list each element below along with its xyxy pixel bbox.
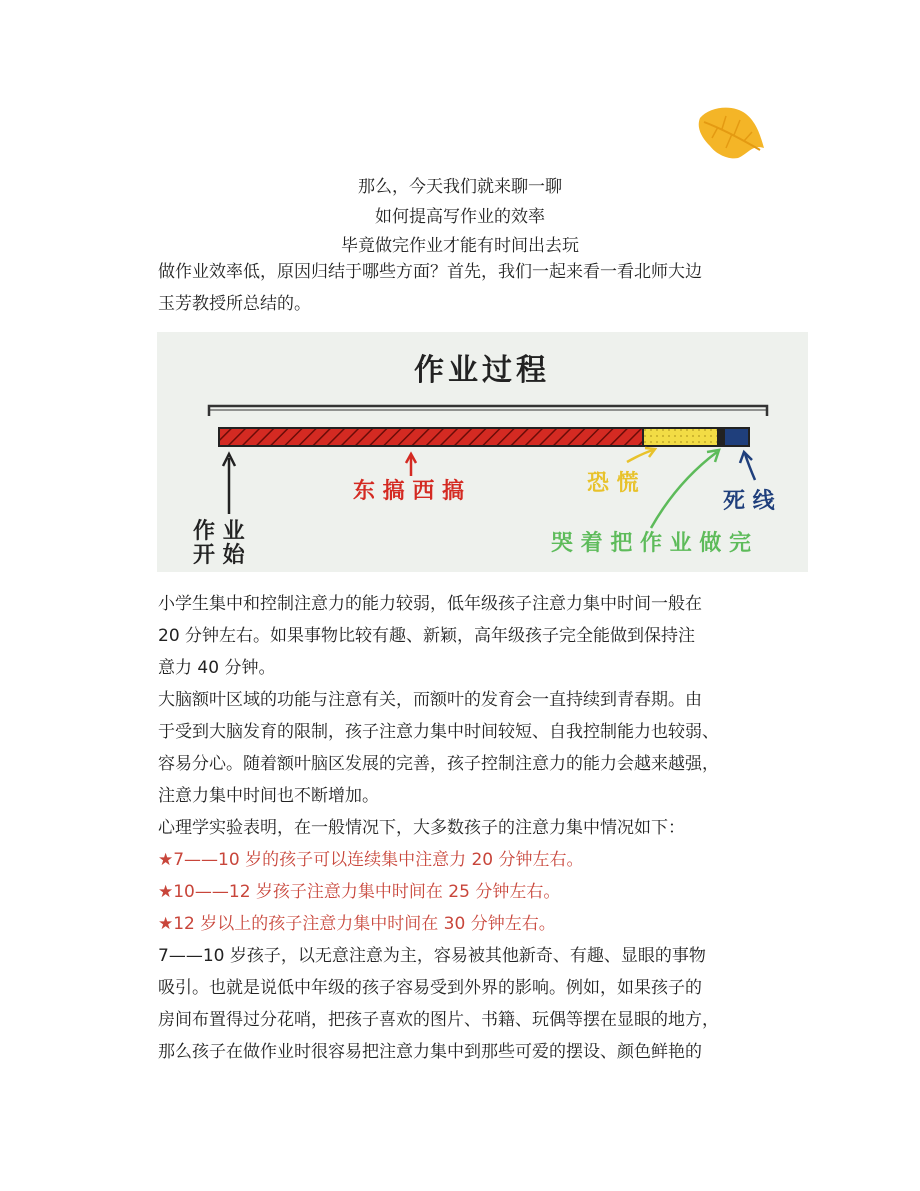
star-item: ★10——12 岁孩子注意力集中时间在 25 分钟左右。 bbox=[158, 882, 561, 902]
label-crying-finish: 哭 着 把 作 业 做 完 bbox=[551, 531, 751, 556]
label-messing-around: 东 搞 西 搞 bbox=[353, 479, 464, 504]
homework-process-figure bbox=[157, 332, 808, 572]
label-panic: 恐 慌 bbox=[587, 471, 639, 496]
paragraph-attention-ability bbox=[158, 588, 768, 1068]
header-line-2: 如何提高写作业的效率 bbox=[375, 207, 545, 227]
star-item: ★12 岁以上的孩子注意力集中时间在 30 分钟左右。 bbox=[158, 914, 556, 934]
intro-paragraph bbox=[158, 256, 768, 320]
timeline-red-segment bbox=[219, 428, 643, 446]
label-deadline: 死 线 bbox=[723, 489, 775, 514]
text-line: 于受到大脑发育的限制，孩子注意力集中时间较短、自我控制能力也较弱、 bbox=[158, 722, 719, 742]
text-line: 小学生集中和控制注意力的能力较弱，低年级孩子注意力集中时间一般在 bbox=[158, 594, 702, 614]
text-line: 吸引。也就是说低中年级的孩子容易受到外界的影响。例如，如果孩子的 bbox=[158, 978, 702, 998]
text-line: 意力 40 分钟。 bbox=[158, 658, 276, 678]
intro-line: 玉芳教授所总结的。 bbox=[158, 294, 311, 314]
timeline-yellow-segment bbox=[643, 428, 723, 446]
text-line: 心理学实验表明，在一般情况下，大多数孩子的注意力集中情况如下： bbox=[158, 818, 685, 838]
text-line: 房间布置得过分花哨，把孩子喜欢的图片、书籍、玩偶等摆在显眼的地方， bbox=[158, 1010, 719, 1030]
text-line: 20 分钟左右。如果事物比较有趣、新颖，高年级孩子完全能做到保持注 bbox=[158, 626, 696, 646]
text-line: 注意力集中时间也不断增加。 bbox=[158, 786, 379, 806]
text-line: 大脑额叶区域的功能与注意有关，而额叶的发育会一直持续到青春期。由 bbox=[158, 690, 702, 710]
figure-title: 作业过程 bbox=[414, 353, 550, 388]
timeline-end-segment bbox=[723, 428, 749, 446]
header-line-3: 毕竟做完作业才能有时间出去玩 bbox=[341, 236, 579, 256]
text-line: 那么孩子在做作业时很容易把注意力集中到那些可爱的摆设、颜色鲜艳的 bbox=[158, 1042, 702, 1062]
label-start-line1: 作 业 bbox=[193, 519, 245, 544]
star-item: ★7——10 岁的孩子可以连续集中注意力 20 分钟左右。 bbox=[158, 850, 584, 870]
text-line: 容易分心。随着额叶脑区发展的完善，孩子控制注意力的能力会越来越强， bbox=[158, 754, 719, 774]
header-line-1: 那么，今天我们就来聊一聊 bbox=[358, 177, 562, 197]
label-start-line2: 开 始 bbox=[193, 543, 245, 568]
timeline-bracket bbox=[209, 406, 767, 416]
text-line: 7——10 岁孩子，以无意注意为主，容易被其他新奇、有趣、显眼的事物 bbox=[158, 946, 706, 966]
intro-line: 做作业效率低，原因归结于哪些方面？首先，我们一起来看一看北师大边 bbox=[158, 262, 702, 282]
autumn-leaf-icon bbox=[694, 104, 766, 160]
